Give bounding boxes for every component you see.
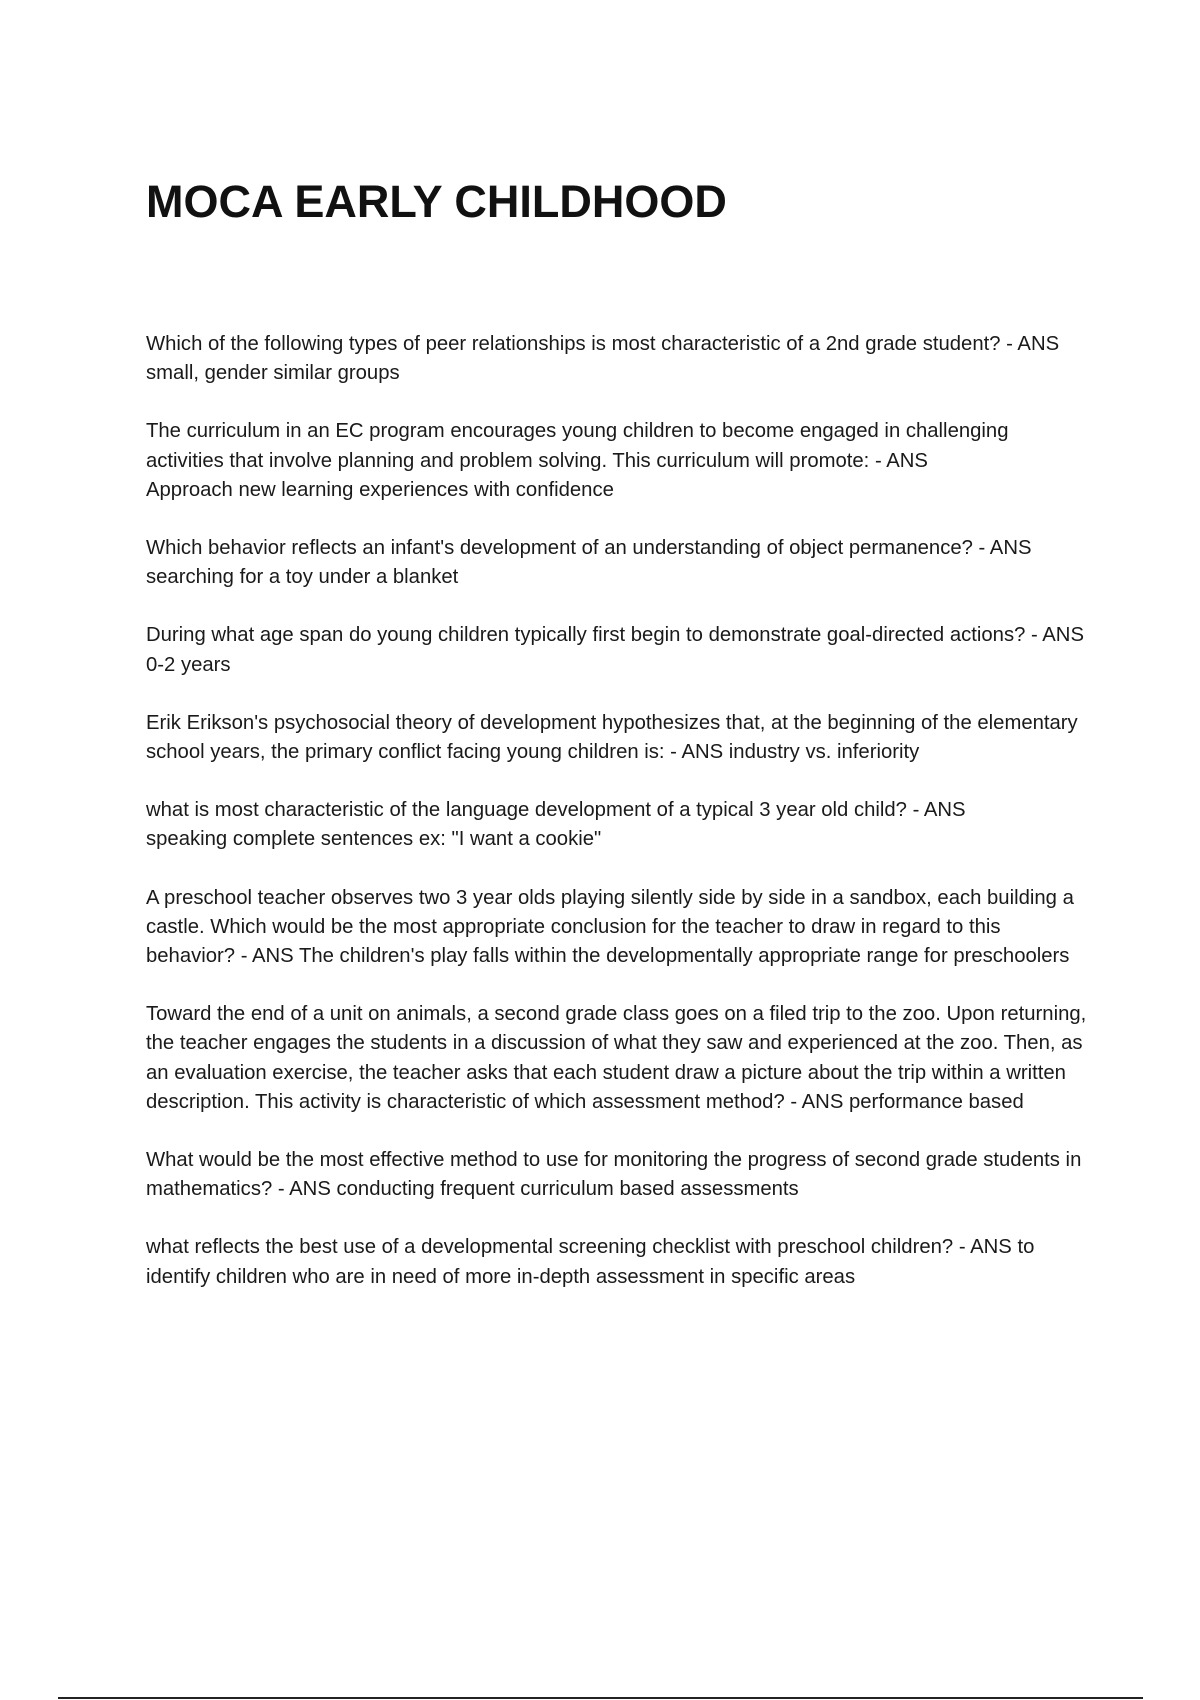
qa-question: What would be the most effective method to use for monitoring the progress of second grade students in mathematics? - ANS <box>146 1149 1087 1201</box>
qa-answer: speaking complete sentences ex: "I want a cookie" <box>146 828 602 851</box>
qa-item <box>146 330 1091 388</box>
footer-divider <box>58 1697 1143 1699</box>
qa-list <box>146 330 1091 1321</box>
qa-question: During what age span do young children typically first begin to demonstrate goal-directed actions? - ANS <box>146 624 1084 647</box>
qa-item <box>146 884 1091 972</box>
qa-answer: searching for a toy under a blanket <box>146 566 459 589</box>
qa-question: what reflects the best use of a developmental screening checklist with preschool children? - ANS <box>146 1236 1012 1259</box>
qa-answer: to identify children who are in need of more in-depth assessment in specific areas <box>146 1236 1040 1288</box>
qa-item <box>146 709 1091 767</box>
qa-answer: small, gender similar groups <box>146 362 400 385</box>
qa-answer: industry vs. inferiority <box>728 741 920 764</box>
qa-question: Toward the end of a unit on animals, a second grade class goes on a filed trip to the zoo. Upon returning, the teacher engages the students in a discussion of what they saw and experienced at the zoo. Then, as an evaluation exercise, the teacher asks that each student draw a picture about the trip within a written description. This activity is characteristic of which assessment method? - ANS <box>146 1003 1092 1113</box>
qa-question: A preschool teacher observes two 3 year olds playing silently side by side in a sandbox, each building a castle. Which would be the most appropriate conclusion for the teacher to draw in regard to this behavior? - ANS <box>146 886 1080 968</box>
qa-question: what is most characteristic of the language development of a typical 3 year old child? - ANS <box>146 799 966 822</box>
qa-answer: The children's play falls within the developmentally appropriate range for preschoolers <box>298 945 1070 968</box>
qa-question: Erik Erikson's psychosocial theory of development hypothesizes that, at the beginning of the elementary school years, the primary conflict facing young children is: - ANS <box>146 711 1084 764</box>
qa-item <box>146 417 1091 505</box>
qa-answer: 0-2 years <box>146 653 231 676</box>
qa-answer: performance based <box>849 1090 1024 1113</box>
qa-item <box>146 621 1091 679</box>
qa-item <box>146 1146 1091 1204</box>
qa-item <box>146 1233 1091 1291</box>
qa-answer: Approach new learning experiences with confidence <box>146 478 614 501</box>
qa-question: Which behavior reflects an infant's development of an understanding of object permanence? - ANS <box>146 537 1032 560</box>
qa-item <box>146 1000 1091 1117</box>
qa-question: The curriculum in an EC program encourages young children to become engaged in challenging activities that involve planning and problem solving. This curriculum will promote: - ANS <box>146 420 1015 472</box>
document-title: MOCA EARLY CHILDHOOD <box>146 176 727 227</box>
qa-item <box>146 796 1091 854</box>
qa-answer: conducting frequent curriculum based assessments <box>336 1178 799 1201</box>
qa-question: Which of the following types of peer relationships is most characteristic of a 2nd grade student? - ANS <box>146 333 1060 355</box>
qa-item <box>146 534 1091 592</box>
